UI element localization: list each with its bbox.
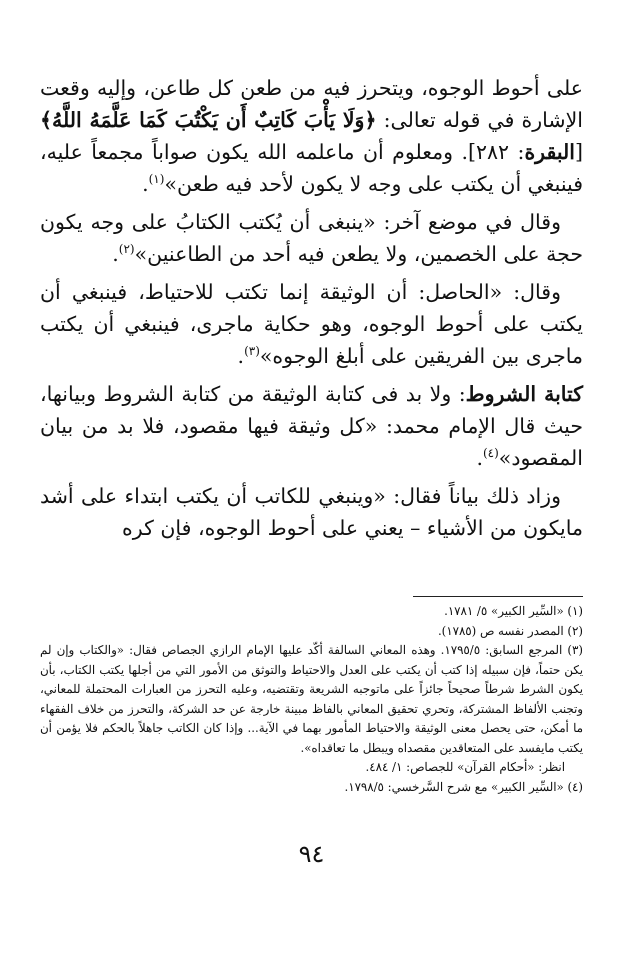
footnote-mark-1[interactable]: (١) xyxy=(148,172,165,187)
quran-verse: ﴿وَلَا يَأْبَ كَاتِبٌ أَن يَكْتُبَ كَمَا عَلَّمَهُ اللَّهُ﴾ xyxy=(40,108,377,132)
page-number: ٩٤ xyxy=(298,840,325,868)
footnote-mark-3[interactable]: (٣) xyxy=(244,344,260,359)
surah-name: البقرة xyxy=(524,140,575,164)
main-text xyxy=(40,72,583,550)
footnote-mark-4[interactable]: (٤) xyxy=(482,446,499,461)
footnote-4: (٤) «السِّير الكبير» مع شرح السَّرخسي: ١٧٩٨/٥. xyxy=(344,779,583,794)
footnote-1: (١) «السِّير الكبير» ٥/ ١٧٨١. xyxy=(444,604,583,618)
footnote-3-reference: انظر: «أحكام القرآن» للجصاص: ١/ ٤٨٤. xyxy=(365,760,565,774)
footnote-mark-2[interactable]: (٢) xyxy=(118,242,135,257)
paragraph-2: وقال في موضع آخر: «ينبغى أن يُكتب الكتابُ على وجه يكون حجة على الخصمين، ولا يطعن فيه أحد من الطاعنين»$^{(٢)}$. xyxy=(40,210,583,266)
paragraph-1: على أحوط الوجوه، ويتحرز فيه من طعن كل طاعن، وإليه وقعت الإشارة في قوله تعالى: ﴿وَلَا يَأْبَ كَاتِبٌ أَن يَكْتُبَ كَمَا عَلَّمَهُ اللَّهُ﴾ [البقرة: ٢٨٢]. ومعلوم أن ماعلمه الله يكون صواباً مجمعاً عليه، فينبغي أن يكتب على وجه لا يكون لأحد فيه طعن»$^{(١)}$. xyxy=(40,76,583,196)
footnotes xyxy=(40,602,583,797)
paragraph-3: وقال: «الحاصل: أن الوثيقة إنما تكتب للاحتياط، فينبغي أن يكتب على أحوط الوجوه، وهو حكاية ماجرى، فينبغي أن يكتب ماجرى بين الفريقين على أبلغ الوجوه»$^{(٣)}$. xyxy=(40,280,583,368)
section-heading: كتابة الشروط xyxy=(465,382,583,406)
footnote-divider xyxy=(413,596,583,597)
paragraph-4: كتابة الشروط: ولا بد فى كتابة الوثيقة من كتابة الشروط وبيانها، حيث قال الإمام محمد: «كل وثيقة فيها مقصود، فلا بد من بيان المقصود»$^{(٤)}$. xyxy=(40,382,583,470)
footnote-3: (٣) المرجع السابق: ١٧٩٥/٥. وهذه المعاني السالفة أكّد عليها الإمام الرازي الجصاص فقال: «والكتاب وإن لم يكن حتماً، فإن سبيله إذا كتب أن يكتب على العدل والاحتياط والتوثق من الأمور التي من أجلها يكتب الكتاب، بأن يكون الشرط شرطاً صحيحاً جائزاً على ماتوجبه الشريعة وتقتضيه، وعليه التحرز من العبارات المحتملة للمعاني، وتجنب الألفاظ المشتركة، وتحري تحقيق المعاني بالفاظ مبينة خارجة عن حد الشركة، والتحرز من خلاف الفقهاء ما أمكن، حتى يحصل معنى الوثيقة والاحتياط المأمور بهما في الآية... وإذا كان الكاتب جاهلاً بالحكم فلا يؤمن أن يكتب مايفسد على المتعاقدين مقصداه ويبطل ما تعاقداه». xyxy=(40,643,583,755)
footnote-2: (٢) المصدر نفسه ص (١٧٨٥). xyxy=(437,623,583,638)
paragraph-5: وزاد ذلك بياناً فقال: «وينبغي للكاتب أن يكتب ابتداء على أشد مايكون من الأشياء – يعني على أحوط الوجوه، فإن كره xyxy=(40,484,583,540)
